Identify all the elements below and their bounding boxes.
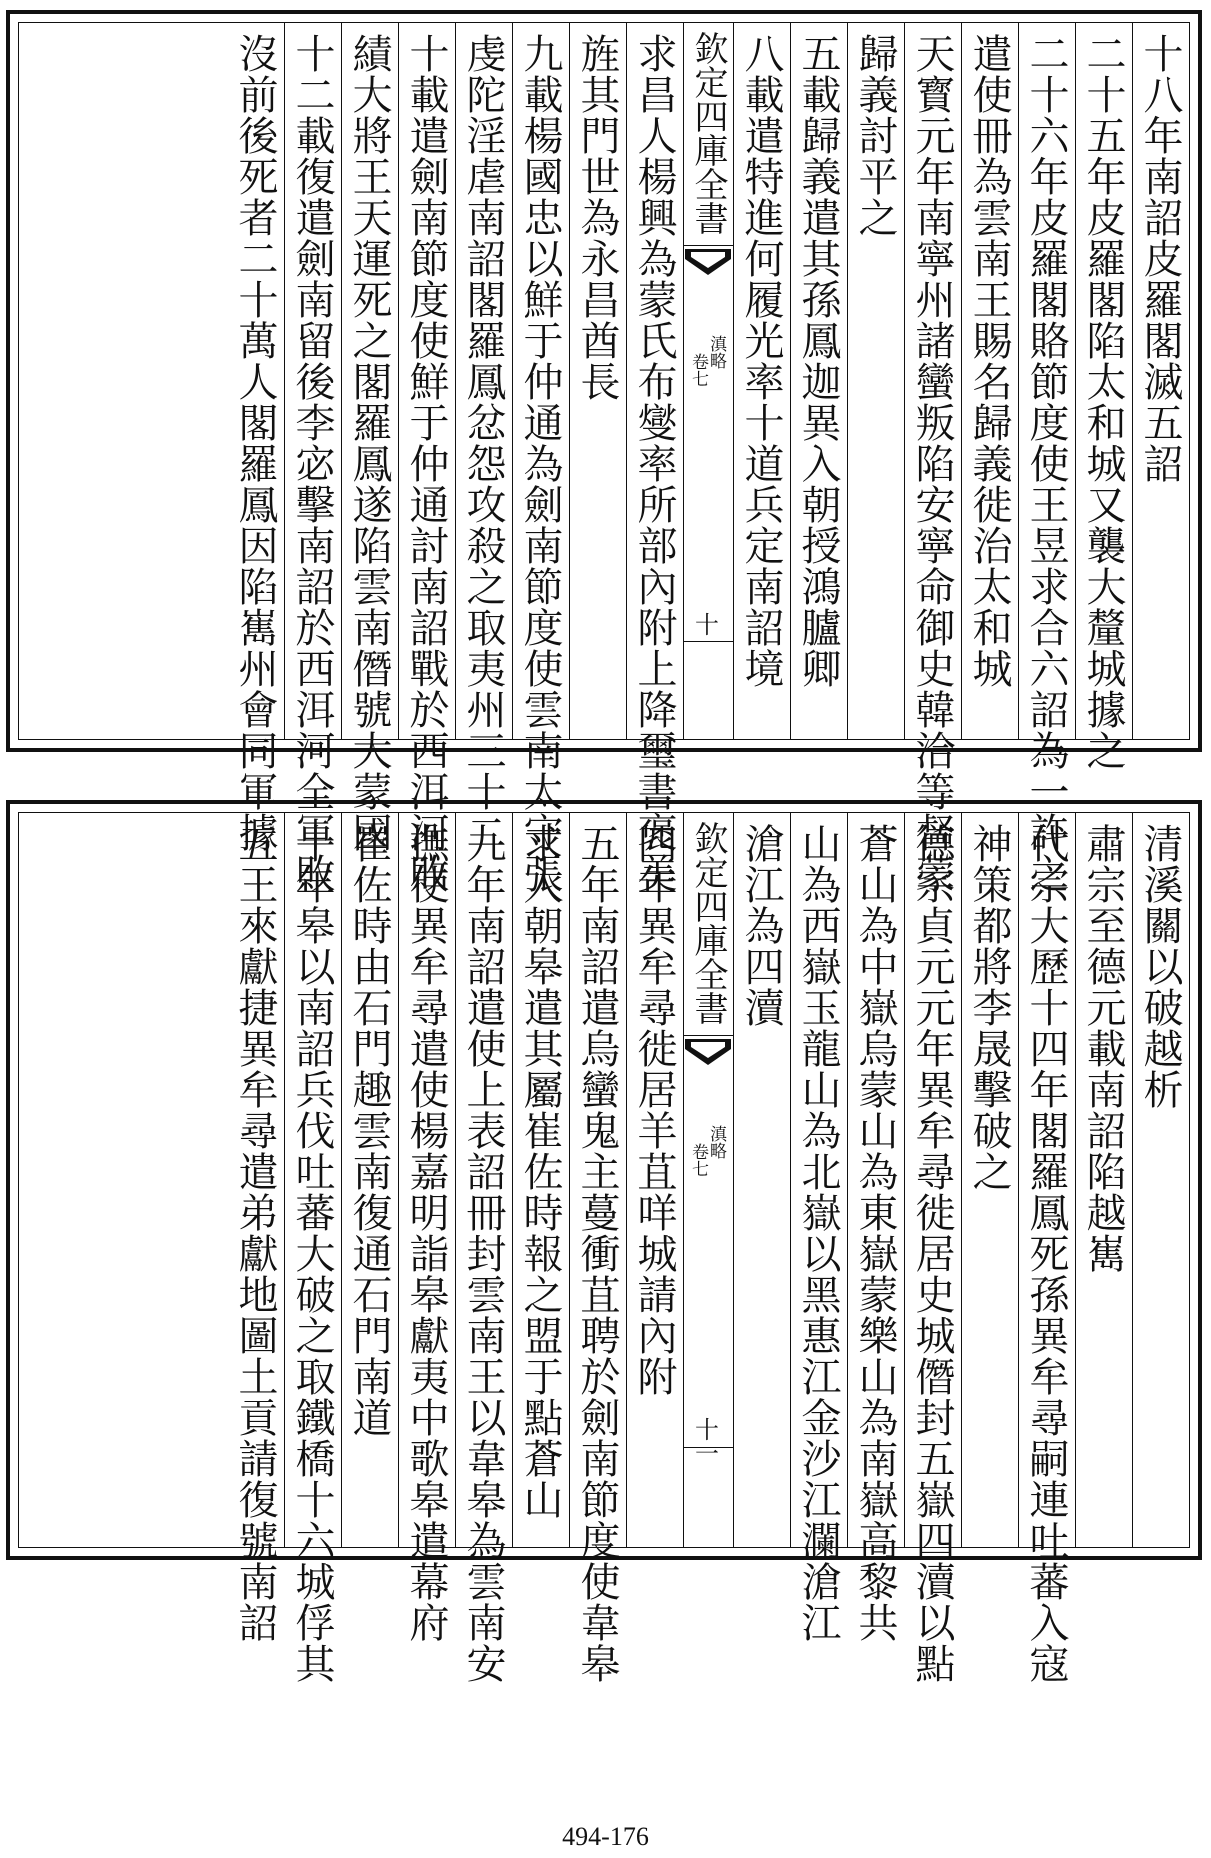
column-text: 遣使冊為雲南王賜名歸義徙治太和城: [966, 33, 1012, 689]
fish-tail-mark-icon: [685, 1039, 731, 1067]
top-page-frame: [18, 22, 1190, 894]
top-text-column-left-5: [398, 23, 455, 894]
column-text: 十載遣劍南節度使鮮于仲通討南詔戰於西洱河敗: [403, 33, 449, 894]
column-text: 八載遣特進何履光率十道兵定南詔境: [738, 33, 784, 689]
column-text: 沒前後死者二十萬人閣羅鳳因陷嶲州會同軍據: [232, 33, 278, 853]
column-text: 九年南詔遣使上表詔冊封雲南王以韋皋為雲南安: [460, 823, 506, 1684]
top-text-column-right-1: [1132, 23, 1189, 739]
column-rule: [904, 23, 905, 739]
column-text: 績大將王天運死之閣羅鳳遂陷雲南僭號大蒙國: [346, 33, 392, 853]
column-rule: [1132, 813, 1133, 1547]
page-footer-number: 494-176: [562, 1822, 649, 1851]
top-text-column-left-8: [227, 23, 284, 853]
column-rule: [683, 813, 684, 1547]
column-text: 撫使異牟尋遣使楊嘉明詣皋獻夷中歌皋遣幕府: [403, 823, 449, 1643]
top-page: [6, 10, 1202, 894]
column-text: 十八年南詔皮羅閣滅五詔: [1137, 33, 1183, 484]
center-book-title: 滇略: [706, 335, 726, 369]
top-text-column-right-6: [847, 23, 904, 739]
column-rule: [1018, 813, 1019, 1547]
bottom-text-column-right-3: [1018, 813, 1075, 1684]
column-rule: [284, 23, 285, 739]
column-rule: [569, 813, 570, 1547]
column-rule: [569, 23, 570, 739]
bottom-page-frame: [18, 812, 1190, 1684]
column-rule: [733, 23, 734, 739]
column-text: 肅宗至德元載南詔陷越嶲: [1080, 823, 1126, 1274]
top-text-column-right-8: [733, 23, 790, 739]
column-rule: [1075, 23, 1076, 739]
top-center-strip: [683, 23, 733, 739]
column-rule: [284, 813, 285, 1547]
top-text-column-left-4: [455, 23, 512, 853]
column-rule: [904, 813, 905, 1547]
column-text: 求昌人楊興為蒙氏布燮率所部內附上降璽書褒美: [631, 33, 677, 894]
top-text-column-right-2: [1075, 23, 1132, 771]
column-rule: [626, 23, 627, 739]
top-text-column-right-7: [790, 23, 847, 739]
column-text: 代宗大歷十四年閣羅鳳死孫異牟尋嗣連吐蕃入寇: [1023, 823, 1069, 1684]
center-title: 欽定四庫全書: [688, 821, 728, 1025]
column-rule: [847, 813, 848, 1547]
column-text: 十二載復遣劍南留後李宓擊南詔於西洱河全軍敗: [289, 33, 335, 894]
column-rule: [790, 813, 791, 1547]
column-text: 虔陀淫虐南詔閣羅鳳忿怨攻殺之取夷州三十二: [460, 33, 506, 853]
column-text: 天寳元年南寧州諸蠻叛陷安寧命御史韓洽等督蒙: [909, 33, 955, 894]
column-text: 五年南詔遣烏蠻鬼主蔓衝苴聘於劍南節度使韋皋: [574, 823, 620, 1684]
bottom-text-column-left-1: [626, 813, 683, 1547]
column-rule: [512, 23, 513, 739]
top-text-column-left-3: [512, 23, 569, 894]
column-rule: [790, 23, 791, 739]
top-text-column-left-2: [569, 23, 626, 739]
column-rule: [961, 813, 962, 1547]
column-text: 蒼山為中嶽烏蒙山為東嶽蒙樂山為南嶽高黎共: [852, 823, 898, 1643]
column-text: 九載楊國忠以鮮于仲通為劍南節度使雲南太守張: [517, 33, 563, 894]
center-volume: 卷七: [688, 353, 708, 387]
column-rule: [398, 813, 399, 1547]
top-text-column-right-4: [961, 23, 1018, 739]
column-rule: [683, 23, 684, 739]
column-text: 旌其門世為永昌酋長: [574, 33, 620, 402]
column-rule: [398, 23, 399, 739]
top-text-column-right-3: [1018, 23, 1075, 894]
bottom-text-column-right-5: [904, 813, 961, 1684]
center-title: 欽定四庫全書: [688, 31, 728, 235]
column-text: 二十六年皮羅閣賂節度使王昱求合六詔為一許之: [1023, 33, 1069, 894]
column-text: 清溪關以破越析: [1137, 823, 1183, 1110]
bottom-center-strip: [683, 813, 733, 1547]
column-rule: [961, 23, 962, 739]
column-rule: [341, 23, 342, 739]
bottom-text-column-left-3: [512, 813, 569, 1547]
top-text-column-left-6: [341, 23, 398, 853]
center-volume: 卷七: [688, 1143, 708, 1177]
column-text: 山為西嶽玉龍山為北嶽以黑惠江金沙江瀾滄江: [795, 823, 841, 1643]
center-page-number: 十一: [695, 1416, 719, 1468]
column-text: 崔佐時由石門趣雲南復通石門南道: [346, 823, 392, 1438]
bottom-text-column-left-5: [398, 813, 455, 1643]
center-book-title: 滇略: [706, 1125, 726, 1159]
column-text: 德宗貞元元年異牟尋徙居史城僭封五嶽四瀆以點: [909, 823, 955, 1684]
top-text-column-left-1: [626, 23, 683, 894]
column-rule: [341, 813, 342, 1547]
bottom-page: [6, 800, 1202, 1684]
top-text-column-left-7: [284, 23, 341, 894]
column-rule: [1075, 813, 1076, 1547]
bottom-text-column-right-8: [733, 813, 790, 1547]
column-text: 二十五年皮羅閣陷太和城又襲大釐城據之: [1080, 33, 1126, 771]
bottom-text-column-right-4: [961, 813, 1018, 1547]
bottom-text-column-right-1: [1132, 813, 1189, 1547]
column-text: 四年異牟尋徙居羊苴咩城請內附: [631, 823, 677, 1397]
column-rule: [733, 813, 734, 1547]
column-text: 歸義討平之: [852, 33, 898, 238]
column-text: 五王來獻捷異牟尋遣弟獻地圖土貢請復號南詔: [232, 823, 278, 1643]
column-text: 神策都將李晟擊破之: [966, 823, 1012, 1192]
column-rule: [455, 23, 456, 739]
bottom-text-column-left-8: [227, 813, 284, 1643]
column-rule: [847, 23, 848, 739]
center-page-number: 十: [695, 611, 719, 639]
center-rule: [683, 641, 733, 642]
bottom-text-column-left-4: [455, 813, 512, 1684]
column-rule: [512, 813, 513, 1547]
column-text: 求入朝皋遣其屬崔佐時報之盟于點蒼山: [517, 823, 563, 1520]
bottom-text-column-left-7: [284, 813, 341, 1684]
bottom-text-column-right-7: [790, 813, 847, 1643]
bottom-text-column-right-2: [1075, 813, 1132, 1547]
column-rule: [1018, 23, 1019, 739]
center-rule: [683, 245, 733, 246]
column-text: 五載歸義遣其孫鳳迦異入朝授鴻臚卿: [795, 33, 841, 689]
center-rule: [683, 1035, 733, 1036]
bottom-text-column-left-2: [569, 813, 626, 1684]
column-text: 十年皋以南詔兵伐吐蕃大破之取鐵橋十六城俘其: [289, 823, 335, 1684]
column-text: 滄江為四瀆: [738, 823, 784, 1028]
bottom-text-column-right-6: [847, 813, 904, 1643]
fish-tail-mark-icon: [685, 249, 731, 277]
bottom-text-column-left-6: [341, 813, 398, 1547]
column-rule: [455, 813, 456, 1547]
column-rule: [626, 813, 627, 1547]
column-rule: [1132, 23, 1133, 739]
top-text-column-right-5: [904, 23, 961, 894]
